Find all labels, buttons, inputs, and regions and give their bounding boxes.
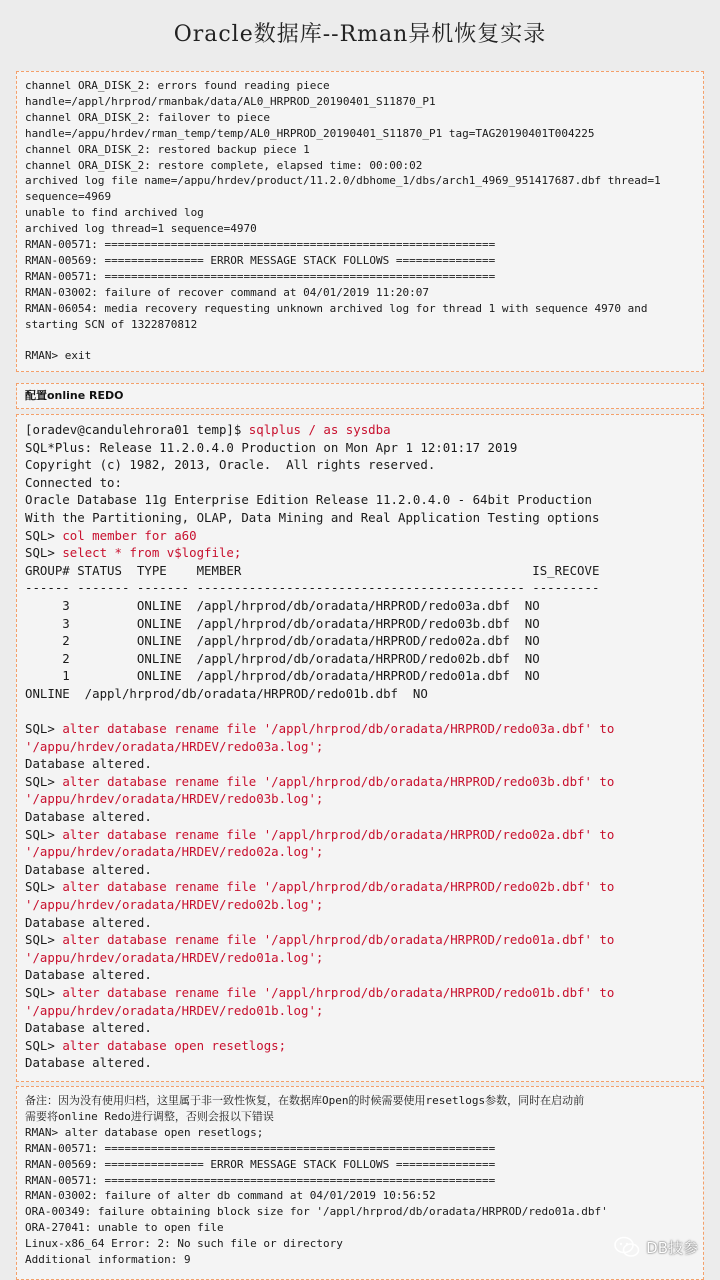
session-line bbox=[25, 509, 695, 527]
session-line bbox=[25, 931, 695, 949]
note-line: 备注：因为没有使用归档，这里属于非一致性恢复，在数据库Open的时候需要使用resetlogs参数，同时在启动前 bbox=[25, 1094, 585, 1107]
output-text: SQL> bbox=[25, 879, 63, 895]
log-line bbox=[25, 333, 695, 349]
output-text: SQL> bbox=[25, 1037, 63, 1053]
session-line bbox=[25, 1054, 695, 1072]
session-line bbox=[25, 527, 695, 545]
note-line: RMAN> alter database open resetlogs; bbox=[25, 1125, 264, 1139]
note-line: RMAN-00571: =========================================================== bbox=[25, 1141, 496, 1155]
command-text: '/appu/hrdev/oradata/HRDEV/redo02a.log'; bbox=[25, 844, 324, 860]
session-line bbox=[25, 878, 695, 896]
note-line: ORA-00349: failure obtaining block size for '/appl/hrprod/db/oradata/HRPROD/redo01a.dbf' bbox=[25, 1205, 608, 1219]
command-text: alter database rename file '/appl/hrprod/db/oradata/HRPROD/redo01b.dbf' to bbox=[62, 985, 615, 1000]
log-line: archived log thread=1 sequence=4970 bbox=[25, 222, 257, 236]
command-text: alter database rename file '/appl/hrprod/db/oradata/HRPROD/redo01a.dbf' to bbox=[62, 932, 615, 948]
session-line bbox=[25, 984, 695, 1002]
session-line bbox=[25, 579, 695, 597]
output-text: Database altered. bbox=[25, 861, 152, 877]
session-line bbox=[25, 738, 695, 756]
output-text: 2 ONLINE /appl/hrprod/db/oradata/HRPROD/redo02a.dbf NO bbox=[25, 633, 540, 649]
session-line bbox=[25, 1037, 695, 1055]
output-text: ONLINE /appl/hrprod/db/oradata/HRPROD/redo01b.dbf NO bbox=[25, 685, 428, 701]
section-heading-box bbox=[16, 383, 704, 409]
output-text: Oracle Database 11g Enterprise Edition Release 11.2.0.4.0 - 64bit Production bbox=[25, 492, 592, 508]
command-text: select * from v$logfile; bbox=[62, 545, 242, 561]
log-line: sequence=4969 bbox=[25, 190, 112, 204]
log-line: handle=/appl/hrprod/rmanbak/data/AL0_HRPROD_20190401_S11870_P1 bbox=[25, 94, 436, 108]
output-text: SQL> bbox=[25, 545, 63, 561]
note-line: RMAN-00571: =========================================================== bbox=[25, 1173, 496, 1187]
output-text: Database altered. bbox=[25, 1020, 152, 1036]
output-text: [oradev@candulehrora01 temp]$ bbox=[25, 422, 249, 437]
session-line bbox=[25, 843, 695, 861]
log-line: channel ORA_DISK_2: failover to piece bbox=[25, 110, 271, 124]
wechat-icon bbox=[614, 1236, 640, 1258]
output-text: SQL> bbox=[25, 932, 63, 948]
note-line: 需要将online Redo进行调整，否则会报以下错误 bbox=[25, 1109, 274, 1123]
log-line: starting SCN of 1322870812 bbox=[25, 317, 198, 331]
log-line: unable to find archived log bbox=[25, 206, 204, 220]
command-text: alter database rename file '/appl/hrprod/db/oradata/HRPROD/redo02b.dbf' to bbox=[62, 879, 615, 895]
output-text: SQL> bbox=[25, 826, 63, 842]
command-text: '/appu/hrdev/oradata/HRDEV/redo01b.log'; bbox=[25, 1002, 324, 1018]
log-line: RMAN-00569: =============== ERROR MESSAGE STACK FOLLOWS =============== bbox=[25, 253, 496, 267]
log-line: RMAN-06054: media recovery requesting unknown archived log for thread 1 with sequence 4970 and bbox=[25, 301, 648, 315]
log-line: channel ORA_DISK_2: restore complete, elapsed time: 00:00:02 bbox=[25, 158, 423, 172]
note-line: Additional information: 9 bbox=[25, 1253, 191, 1267]
output-text: 3 ONLINE /appl/hrprod/db/oradata/HRPROD/redo03b.dbf NO bbox=[25, 615, 540, 631]
command-text: alter database rename file '/appl/hrprod/db/oradata/HRPROD/redo03a.dbf' to bbox=[62, 721, 615, 737]
output-text: 2 ONLINE /appl/hrprod/db/oradata/HRPROD/redo02b.dbf NO bbox=[25, 650, 540, 666]
log-line: channel ORA_DISK_2: errors found reading piece bbox=[25, 79, 330, 92]
session-line bbox=[25, 703, 695, 721]
session-line bbox=[25, 755, 695, 773]
session-line bbox=[25, 773, 695, 791]
session-line bbox=[25, 914, 695, 932]
session-line bbox=[25, 667, 695, 685]
section-heading: 配置online REDO bbox=[25, 389, 124, 402]
session-line bbox=[25, 421, 695, 439]
output-text: Connected to: bbox=[25, 474, 122, 490]
log-line: channel ORA_DISK_2: restored backup piece 1 bbox=[25, 142, 310, 156]
output-text: 3 ONLINE /appl/hrprod/db/oradata/HRPROD/redo03a.dbf NO bbox=[25, 597, 540, 613]
session-line bbox=[25, 896, 695, 914]
output-text: ------ ------- ------- -------------------------------------------- --------- bbox=[25, 580, 600, 596]
output-text: Database altered. bbox=[25, 1055, 152, 1071]
log-line: RMAN-00571: =========================================================== bbox=[25, 269, 496, 283]
note-line: Linux-x86_64 Error: 2: No such file or directory bbox=[25, 1237, 343, 1251]
session-line bbox=[25, 632, 695, 650]
output-text: SQL> bbox=[25, 527, 63, 543]
session-line bbox=[25, 1019, 695, 1037]
command-text: '/appu/hrdev/oradata/HRDEV/redo03a.log'; bbox=[25, 738, 324, 754]
command-text: col member for a60 bbox=[62, 527, 197, 543]
session-line bbox=[25, 808, 695, 826]
command-text: '/appu/hrdev/oradata/HRDEV/redo02b.log'; bbox=[25, 897, 324, 913]
watermark-text: DB技参 bbox=[646, 1238, 698, 1257]
output-text: With the Partitioning, OLAP, Data Mining and Real Application Testing options bbox=[25, 509, 600, 525]
watermark bbox=[614, 1236, 698, 1258]
note-line: RMAN-03002: failure of alter db command at 04/01/2019 10:56:52 bbox=[25, 1189, 436, 1203]
session-line bbox=[25, 456, 695, 474]
session-line bbox=[25, 597, 695, 615]
session-line bbox=[25, 861, 695, 879]
output-text: SQL*Plus: Release 11.2.0.4.0 Production on Mon Apr 1 12:01:17 2019 bbox=[25, 439, 518, 455]
command-text: alter database rename file '/appl/hrprod/db/oradata/HRPROD/redo02a.dbf' to bbox=[62, 826, 615, 842]
output-text: Database altered. bbox=[25, 809, 152, 825]
session-line bbox=[25, 826, 695, 844]
session-line bbox=[25, 439, 695, 457]
note-error-block bbox=[16, 1086, 704, 1280]
command-text: alter database rename file '/appl/hrprod/db/oradata/HRPROD/redo03b.dbf' to bbox=[62, 773, 615, 789]
command-text: '/appu/hrdev/oradata/HRDEV/redo03b.log'; bbox=[25, 791, 324, 807]
session-line bbox=[25, 562, 695, 580]
sqlplus-session-block bbox=[16, 414, 704, 1082]
page-title: Oracle数据库--Rman异机恢复实录 bbox=[173, 21, 547, 47]
output-text: GROUP# STATUS TYPE MEMBER IS_RECOVE bbox=[25, 562, 600, 578]
log-line: handle=/appu/hrdev/rman_temp/temp/AL0_HRPROD_20190401_S11870_P1 tag=TAG20190401T004225 bbox=[25, 126, 595, 140]
session-line bbox=[25, 685, 695, 703]
log-line: RMAN-00571: =========================================================== bbox=[25, 238, 496, 252]
command-text: '/appu/hrdev/oradata/HRDEV/redo01a.log'; bbox=[25, 949, 324, 965]
session-line bbox=[25, 615, 695, 633]
rman-log-block bbox=[16, 71, 704, 372]
session-line bbox=[25, 491, 695, 509]
log-line: archived log file name=/appu/hrdev/product/11.2.0/dbhome_1/dbs/arch1_4969_951417687.dbf thread=1 bbox=[25, 174, 661, 188]
output-text: SQL> bbox=[25, 721, 63, 737]
session-line bbox=[25, 949, 695, 967]
session-line bbox=[25, 1002, 695, 1020]
output-text: SQL> bbox=[25, 985, 63, 1000]
output-text: Database altered. bbox=[25, 756, 152, 772]
note-line: RMAN-00569: =============== ERROR MESSAGE STACK FOLLOWS =============== bbox=[25, 1157, 496, 1171]
output-text: 1 ONLINE /appl/hrprod/db/oradata/HRPROD/redo01a.dbf NO bbox=[25, 668, 540, 684]
session-line bbox=[25, 966, 695, 984]
session-line bbox=[25, 474, 695, 492]
log-line: RMAN-03002: failure of recover command at 04/01/2019 11:20:07 bbox=[25, 285, 429, 299]
session-line bbox=[25, 650, 695, 668]
session-line bbox=[25, 720, 695, 738]
command-text: alter database open resetlogs; bbox=[62, 1037, 287, 1053]
output-text: SQL> bbox=[25, 773, 63, 789]
note-line: ORA-27041: unable to open file bbox=[25, 1221, 224, 1235]
command-text: sqlplus / as sysdba bbox=[248, 422, 391, 437]
session-line bbox=[25, 790, 695, 808]
session-line bbox=[25, 544, 695, 562]
output-text: Database altered. bbox=[25, 914, 152, 930]
log-line: RMAN> exit bbox=[25, 349, 92, 363]
output-text: Database altered. bbox=[25, 967, 152, 983]
output-text: Copyright (c) 1982, 2013, Oracle. All rights reserved. bbox=[25, 457, 436, 473]
